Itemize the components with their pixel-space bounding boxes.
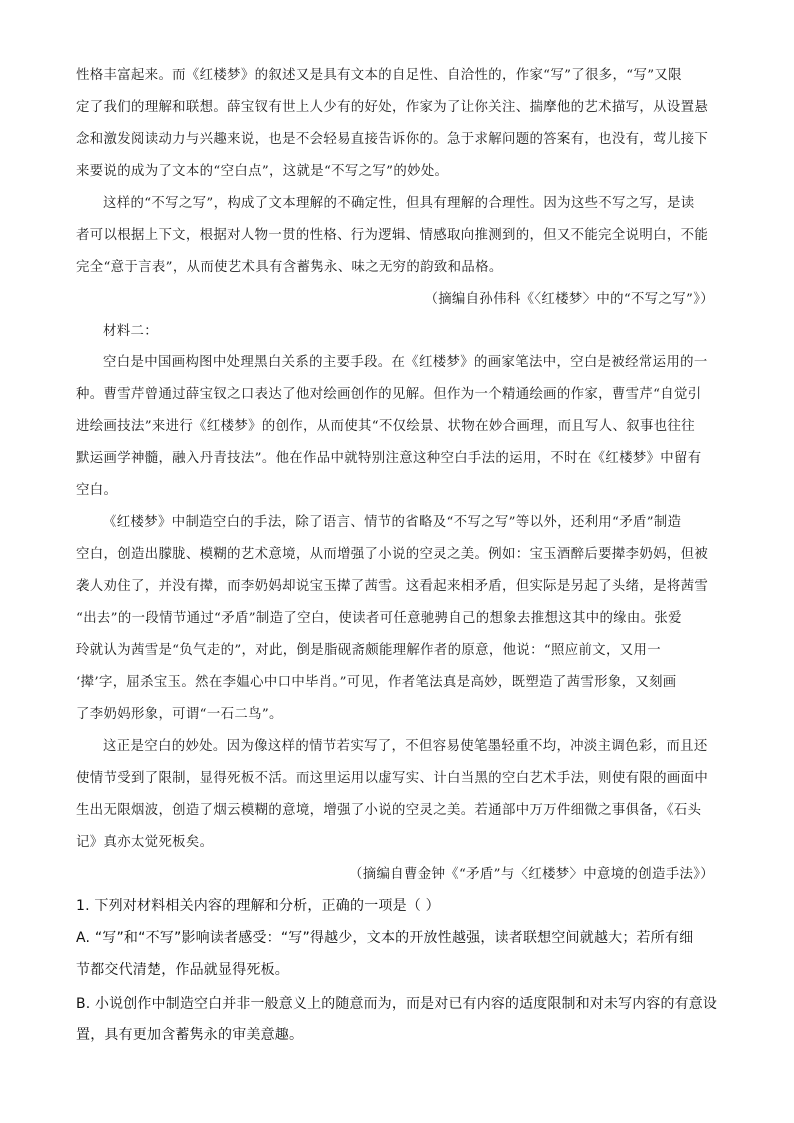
text-line: ‘撵’字，屈杀宝玉。然在李媪心中口中毕肖。”可见，作者笔法真是高妙，既塑造了茜雪形象，又刻画	[76, 675, 677, 690]
text-line: 来要说的成为了文本的“空白点”，这就是“不写之写”的妙处。	[76, 164, 449, 179]
source-citation: （摘编自曹金钟《“矛盾”与〈红楼梦〉中意境的创造手法》）	[349, 867, 714, 882]
option-a: 节都交代清楚，作品就显得死板。	[76, 962, 289, 978]
text-line: 袭人劝住了，并没有撵，而李奶妈却说宝玉撵了茜雪。这看起来相矛盾，但实际是另起了头绪，是将茜雪	[76, 579, 709, 594]
text-line: 性格丰富起来。而《红楼梦》的叙述又是具有文本的自足性、自洽性的，作家“写”了很多，“写”又限	[76, 68, 682, 83]
text-line: 种。曹雪芹曾通过薛宝钗之口表达了他对绘画创作的见解。但作为一个精通绘画的作家，曹雪芹“自觉引	[76, 387, 702, 402]
text-line: 默运画学神髓，融入丹青技法”。他在作品中就特别注意这种空白手法的运用，不时在《红楼梦》中留有	[76, 451, 702, 466]
text-line: 生出无限烟波，创造了烟云模糊的意境，增强了小说的空灵之美。若通部中万万件细微之事俱备，《石头	[76, 803, 702, 818]
text-line: 使情节受到了限制，显得死板不活。而这里运用以虚写实、计白当黑的空白艺术手法，则使有限的画面中	[76, 771, 709, 786]
option-b: 置，具有更加含蓄隽永的审美意趣。	[76, 1027, 304, 1043]
option-b: B. 小说创作中制造空白并非一般意义上的随意而为，而是对已有内容的适度限制和对未写内容的有意设	[76, 996, 718, 1012]
text-line: 记》真亦太觉死板矣。	[76, 835, 214, 850]
text-line: 者可以根据上下文，根据对人物一贯的性格、行为逻辑、情感取向推测到的，但又不能完全说明白，不能	[76, 228, 709, 243]
text-line: 进绘画技法”来进行《红楼梦》的创作，从而使其“不仅绘景、状物在妙合画理，而且写人、叙事也往往	[76, 419, 695, 434]
text-line: “出去”的一段情节通过“矛盾”制造了空白，使读者可任意驰骋自己的想象去推想这其中的缘由。张爱	[76, 611, 682, 626]
option-a: A. “写”和“不写”影响读者感受：“写”得越少，文本的开放性越强，读者联想空间就越大；若所有细	[76, 930, 694, 946]
text-line: 玲就认为茜雪是“负气走的”，对此，倒是脂砚斋颇能理解作者的原意，他说：“照应前文，又用一	[76, 643, 661, 658]
text-line: 念和激发阅读动力与兴趣来说，也是不会轻易直接告诉你的。急于求解问题的答案有，也没有，莺儿接下	[76, 132, 709, 147]
text-line: 空白是中国画构图中处理黑白关系的主要手段。在《红楼梦》的画家笔法中，空白是被经常运用的一	[103, 355, 708, 370]
text-line: 完全“意于言表”，从而使艺术具有含蓄隽永、味之无穷的韵致和品格。	[76, 260, 503, 275]
text-line: 定了我们的理解和联想。薛宝钗有世上人少有的好处，作家为了让你关注、揣摩他的艺术描写，从设置悬	[76, 100, 709, 115]
section-heading: 材料二：	[103, 324, 158, 339]
source-citation: （摘编自孙伟科《〈红楼梦〉中的“不写之写”》）	[424, 292, 714, 307]
question-stem: 1. 下列对材料相关内容的理解和分析，正确的一项是（ ）	[76, 898, 440, 914]
text-line: 空白，创造出朦胧、模糊的艺术意境，从而增强了小说的空灵之美。例如：宝玉酒醉后要撵李奶妈，但被	[76, 547, 709, 562]
text-line: 这正是空白的妙处。因为像这样的情节若实写了，不但容易使笔墨轻重不均，冲淡主调色彩，而且还	[103, 739, 708, 754]
text-line: 了李奶妈形象，可谓“一石二鸟”。	[76, 707, 283, 722]
text-line: 空白。	[76, 483, 118, 498]
text-line: 这样的“不写之写”，构成了文本理解的不确定性，但具有理解的合理性。因为这些不写之写，是读	[103, 196, 695, 211]
text-line: 《红楼梦》中制造空白的手法，除了语言、情节的省略及“不写之写”等以外，还利用“矛盾”制造	[103, 515, 682, 530]
